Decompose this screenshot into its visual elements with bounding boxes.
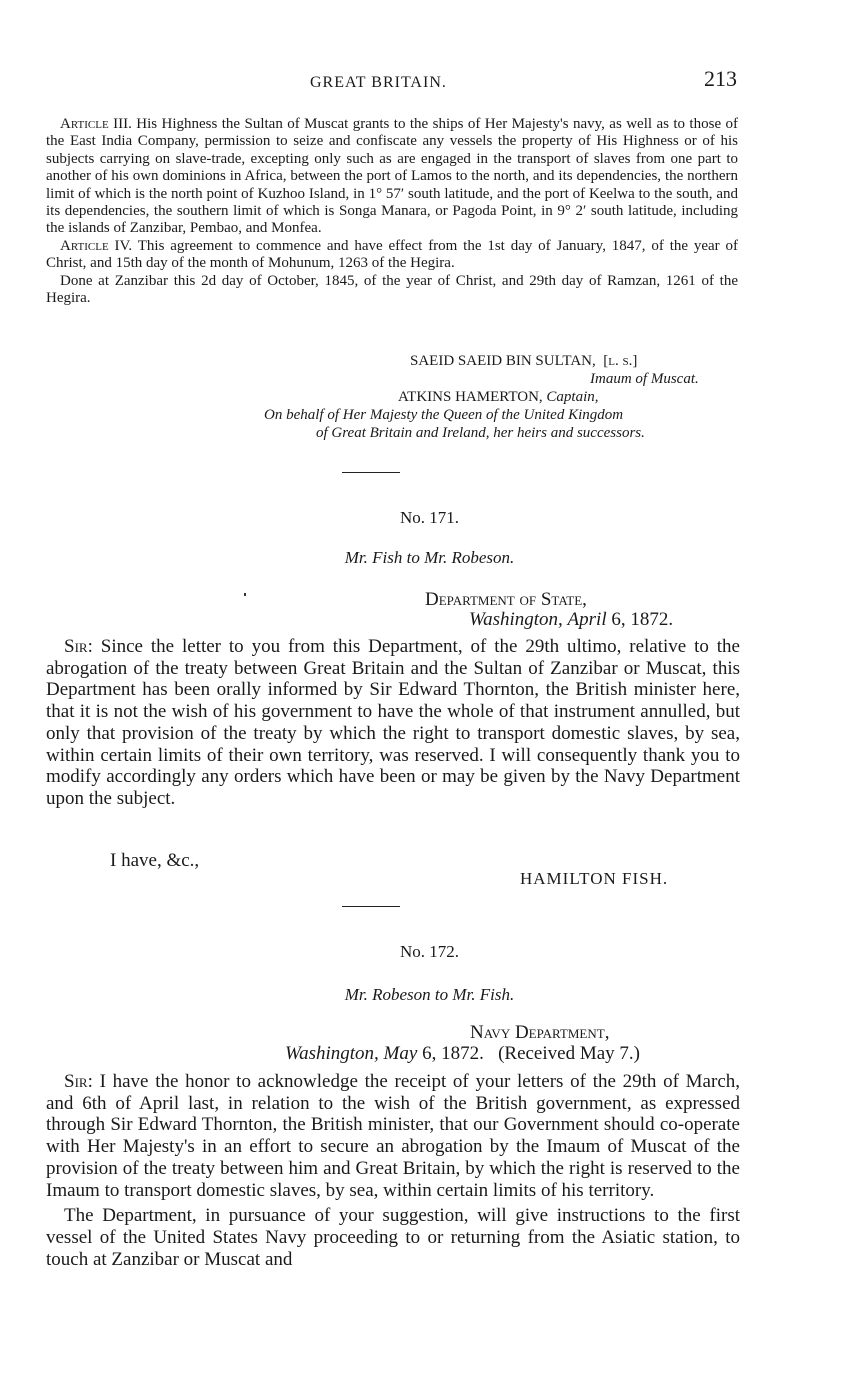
section-divider <box>342 472 400 473</box>
doc-171-signer: HAMILTON FISH. <box>520 869 669 888</box>
doc-172-text-1: I have the honor to acknowledge the receipt of your letters of the 29th of March, and 6th of April last, in relation to the wish of the British government, as expressed through Sir Edward Thornton, the British minister, that our Government should co-operate with Her Majesty's in an effort to secure an abrogation by the Imaum of Muscat of the provision of the treaty between him and Great Britain, by which the right is reserved to the Imaum to transport domestic slaves, by sea, within certain limits of his territory. <box>46 1071 741 1201</box>
signer-sultan-title: Imaum of Muscat. <box>590 371 699 387</box>
doc-171-place: Washington, <box>469 609 563 630</box>
treaty-articles <box>46 116 738 307</box>
behalf-line-1: On behalf of Her Majesty the Queen of the United Kingdom <box>264 407 624 423</box>
behalf-line-2: of Great Britain and Ireland, her heirs and successors. <box>316 425 645 441</box>
doc-172-date: 6, 1872. <box>422 1043 484 1064</box>
article-4-text: This agreement to commence and have effect from the 1st day of January, 1847, of the year of Christ, and 15th day of the month of Mohunum, 1263 of the Hegira. <box>46 237 739 272</box>
doc-172-dateline <box>285 1044 640 1064</box>
doc-171-date: 6, 1872. <box>611 609 674 630</box>
print-speck <box>244 593 246 596</box>
doc-171-department: Department of State, <box>425 589 587 610</box>
done-at-clause: Done at Zanzibar this 2d day of October, 1845, of the year of Christ, and 29th day of Ramzan, 1261 of the Hegira. <box>46 272 738 307</box>
page-header <box>0 66 859 96</box>
article-4 <box>46 238 738 273</box>
doc-172-title: Mr. Robeson to Mr. Fish. <box>344 985 515 1004</box>
doc-171-body <box>46 636 740 810</box>
signer-hamerton-name: ATKINS HAMERTON, <box>398 389 543 405</box>
signature-sultan <box>410 353 637 370</box>
doc-172-paragraph-1 <box>46 1071 740 1201</box>
doc-172-paragraph-2: The Department, in pursuance of your suggestion, will give instructions to the first vessel of the United States Navy proceeding to or returning from the Asiatic station, to touch at Zanzibar or Muscat and <box>46 1205 740 1270</box>
article-3-text: His Highness the Sultan of Muscat grants to the ships of Her Majesty's navy, as well as to those of the East India Company, permission to seize and confiscate any vessels the property of His Highness or of his subjects carrying on slave-trade, excepting only such as are engaged in the transport of slaves from one part to another of his own dominions in Africa, between the port of Lamos to the north, and its dependencies, the northern limit of which is the north point of Kuzhoo Island, in 1° 57′ south latitude, and the port of Keelwa to the south, and its dependencies, the southern limit of which is Songa Manara, or Pagoda Point, in 9° 2′ south latitude, including the islands of Zanzibar, Pembao, and Monfea. <box>46 116 739 237</box>
doc-171-number: No. 171. <box>399 508 460 527</box>
signature-hamerton <box>398 389 599 406</box>
doc-171-salutation: Sir: <box>64 636 93 657</box>
doc-171-dateline <box>469 610 673 630</box>
section-divider <box>342 906 400 907</box>
doc-172-place: Washington, <box>285 1043 379 1064</box>
doc-171-month: April <box>567 609 607 630</box>
doc-172-number: No. 172. <box>399 942 460 961</box>
signer-sultan-name: SAEID SAEID BIN SULTAN, <box>410 353 596 369</box>
article-3-label: Article III. <box>60 116 132 132</box>
page-number: 213 <box>704 66 737 91</box>
doc-172-department: Navy Department, <box>470 1022 610 1043</box>
doc-171-text: Since the letter to you from this Department, of the 29th ultimo, relative to the abrogation of the treaty between Great Britain and the Sultan of Zanzibar or Muscat, this Department has been orally informed by Sir Edward Thornton, the British minister here, that it is not the wish of his government to have the whole of that instrument annulled, but only that provision of the treaty by which the right to transport domestic slaves, by sea, within certain limits of their own territory, was reserved. I will consequently thank you to modify accordingly any orders which have been or may be given by the Navy Department upon the subject. <box>46 636 740 809</box>
signer-hamerton-rank: Captain, <box>546 389 599 405</box>
article-3 <box>46 116 738 238</box>
doc-172-received: (Received May 7.) <box>498 1043 640 1064</box>
doc-172-body <box>46 1071 740 1270</box>
article-4-label: Article IV. <box>60 237 133 254</box>
doc-172-month: May <box>383 1043 418 1064</box>
seal-mark: [l. s.] <box>603 353 638 369</box>
doc-172-salutation: Sir: <box>64 1071 93 1092</box>
running-title: GREAT BRITAIN. <box>310 74 447 91</box>
doc-171-closing: I have, &c., <box>110 850 200 871</box>
doc-171-title: Mr. Fish to Mr. Robeson. <box>344 548 515 567</box>
